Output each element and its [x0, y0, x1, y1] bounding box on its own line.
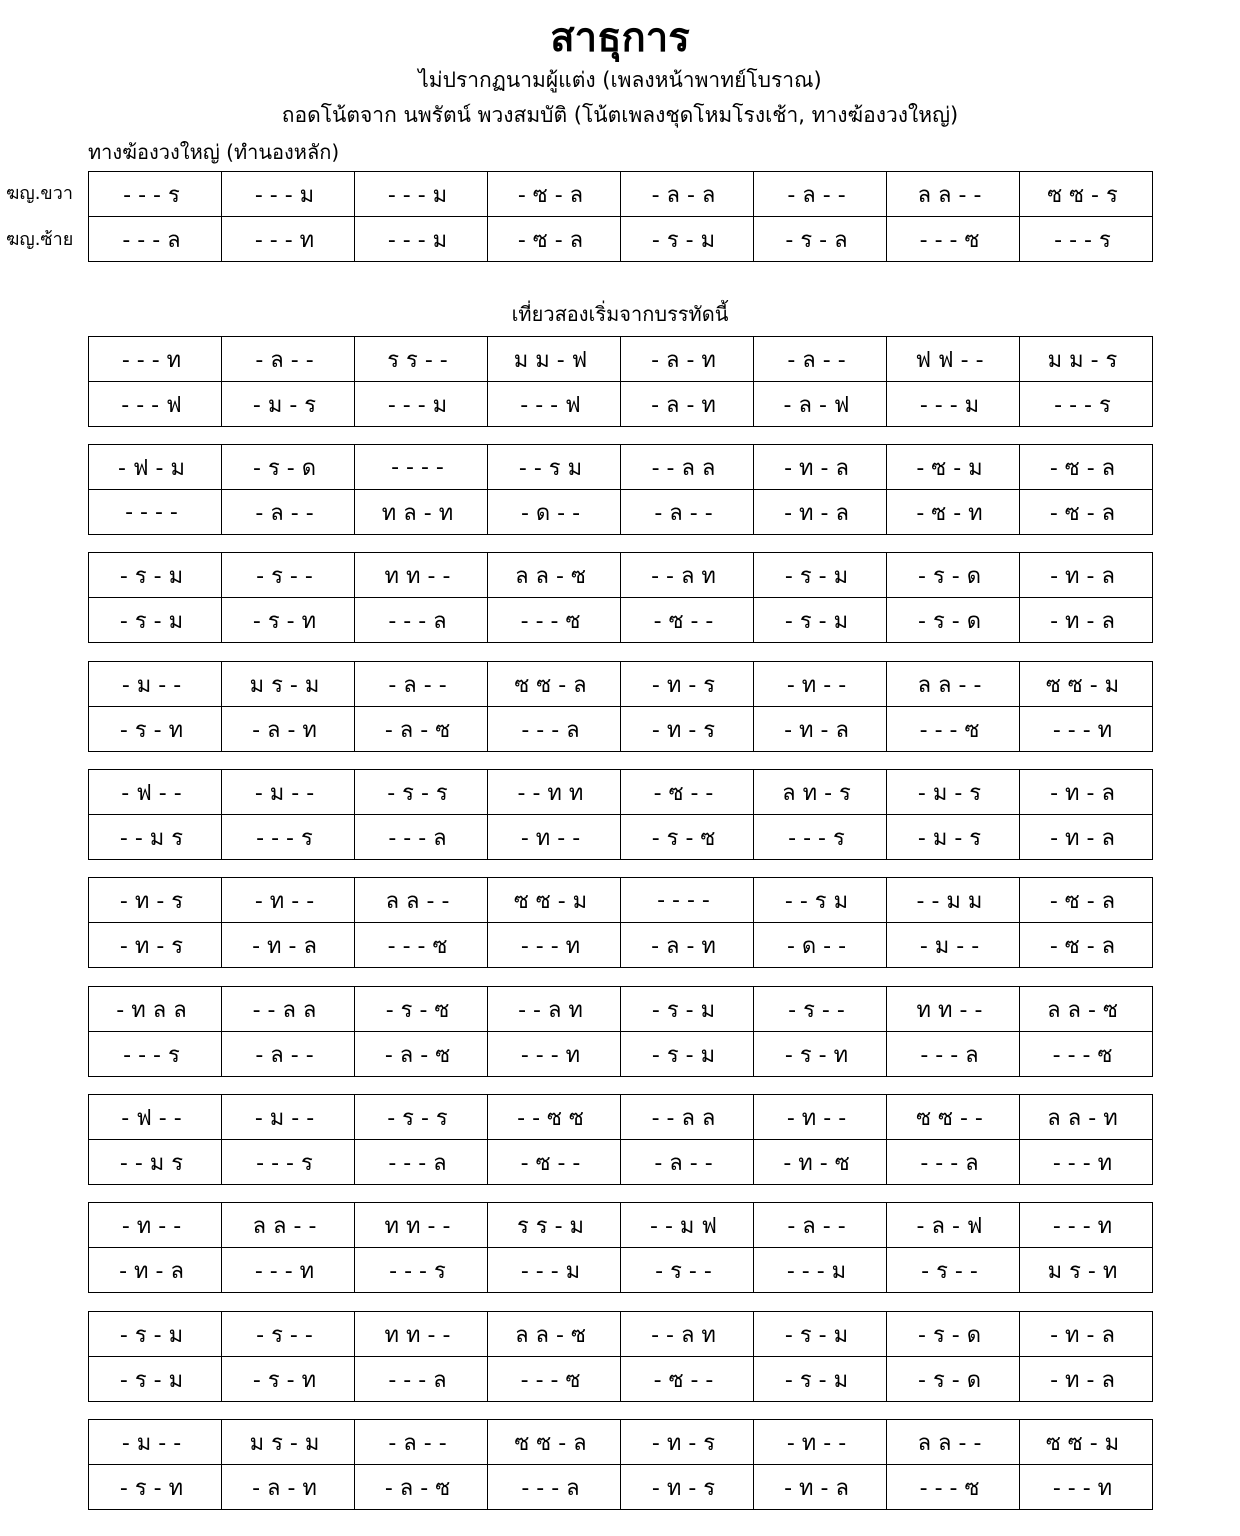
measure-cell: ซซ-ล [488, 1420, 621, 1465]
measure-cell: ---- [621, 878, 754, 923]
notation-block [88, 444, 1153, 535]
measure-cell: -ทลล [89, 987, 222, 1032]
measure-cell: -ล-ท [621, 337, 754, 382]
measure-cell: -ร-ม [754, 598, 887, 643]
measure-cell: -ซ-ล [1020, 878, 1153, 923]
measure-cell: ---ซ [355, 923, 488, 968]
notation-row-right-hand [89, 662, 1153, 707]
measure-cell: -ท-- [754, 1095, 887, 1140]
measure-cell: -ม-ร [222, 382, 355, 427]
measure-cell: -ซ-ล [488, 217, 621, 262]
measure-cell: ---ล [355, 1357, 488, 1402]
measure-cell: -ล-- [621, 1140, 754, 1185]
measure-cell: --ลท [621, 553, 754, 598]
measure-cell: -ท-ร [621, 662, 754, 707]
notation-row-left-hand [89, 1248, 1153, 1293]
measure-cell: ---ซ [887, 707, 1020, 752]
measure-cell: ---ม [222, 172, 355, 217]
measure-cell: -ร-ซ [621, 815, 754, 860]
measure-cell: มม-ร [1020, 337, 1153, 382]
measure-cell: ---ร [89, 1032, 222, 1077]
notation-block [88, 336, 1153, 427]
measure-cell: -ฟ-ม [89, 445, 222, 490]
measure-cell: --รม [754, 878, 887, 923]
measure-cell: -ซ-ล [1020, 923, 1153, 968]
measure-cell: --ซซ [488, 1095, 621, 1140]
measure-cell: -ท-ล [222, 923, 355, 968]
measure-cell: มร-ม [222, 662, 355, 707]
measure-cell: มร-ท [1020, 1248, 1153, 1293]
measure-cell: --ลท [621, 1312, 754, 1357]
measure-cell: -ร-ม [621, 1032, 754, 1077]
notation-row-right-hand [89, 337, 1153, 382]
measure-cell: -ล-- [222, 337, 355, 382]
measure-cell: -ม-ร [887, 770, 1020, 815]
measure-cell: -ร-ท [89, 707, 222, 752]
measure-cell: ---ท [488, 923, 621, 968]
transcription-credit: ถอดโน้ตจาก นพรัตน์ พวงสมบัติ (โน้ตเพลงชุดโหมโรงเช้า, ทางฆ้องวงใหญ่) [281, 103, 959, 127]
notation-row-right-hand [89, 172, 1153, 217]
notation-row-left-hand [89, 815, 1153, 860]
measure-cell: -ร-- [621, 1248, 754, 1293]
measure-cell: -ท-- [754, 1420, 887, 1465]
notation-row-left-hand [89, 1140, 1153, 1185]
measure-cell: -ท-- [89, 1203, 222, 1248]
measure-cell: --มร [89, 815, 222, 860]
measure-cell: -ล-- [355, 662, 488, 707]
measure-cell: -ล-ฟ [887, 1203, 1020, 1248]
measure-cell: -ท-ล [1020, 1312, 1153, 1357]
measure-cell: ลล-- [887, 172, 1020, 217]
measure-cell: -ท-ล [1020, 553, 1153, 598]
section-label: ทางฆ้องวงใหญ่ (ทำนองหลัก) [88, 140, 340, 164]
measure-cell: ลล-- [887, 1420, 1020, 1465]
measure-cell: --ลล [621, 445, 754, 490]
notation-block [88, 877, 1153, 968]
measure-cell: -ล-- [222, 490, 355, 535]
measure-cell: ---- [355, 445, 488, 490]
measure-cell: ลท-ร [754, 770, 887, 815]
measure-cell: ---ล [488, 1465, 621, 1510]
measure-cell: รร-ม [488, 1203, 621, 1248]
measure-cell: -ร-- [887, 1248, 1020, 1293]
measure-cell: ---ม [355, 217, 488, 262]
measure-cell: -ซ-- [621, 1357, 754, 1402]
measure-cell: -ล-ฟ [754, 382, 887, 427]
notation-block [88, 661, 1153, 752]
measure-cell: ---ฟ [89, 382, 222, 427]
measure-cell: --ลล [621, 1095, 754, 1140]
measure-cell: ---ท [1020, 707, 1153, 752]
measure-cell: ซซ-ล [488, 662, 621, 707]
measure-cell: ---ล [355, 1140, 488, 1185]
measure-cell: ซซ-ม [1020, 1420, 1153, 1465]
measure-cell: -ล-ซ [355, 1465, 488, 1510]
measure-cell: ลล-ซ [488, 553, 621, 598]
notation-row-left-hand [89, 1357, 1153, 1402]
measure-cell: ---ร [1020, 382, 1153, 427]
measure-cell: -ท-ล [1020, 815, 1153, 860]
measure-cell: ---ซ [488, 1357, 621, 1402]
measure-cell: ลล-- [222, 1203, 355, 1248]
measure-cell: -ร-ซ [355, 987, 488, 1032]
measure-cell: -ท-ซ [754, 1140, 887, 1185]
notation-block [88, 1311, 1153, 1402]
measure-cell: -ร-ท [754, 1032, 887, 1077]
measure-cell: ซซ-ม [488, 878, 621, 923]
notation-row-left-hand [89, 217, 1153, 262]
measure-cell: -ท-ร [89, 923, 222, 968]
measure-cell: ---ท [222, 1248, 355, 1293]
measure-cell: ---ฟ [488, 382, 621, 427]
measure-cell: ---ล [887, 1140, 1020, 1185]
measure-cell: -ร-ท [222, 1357, 355, 1402]
notation-row-right-hand [89, 445, 1153, 490]
measure-cell: -ท-ล [754, 1465, 887, 1510]
measure-cell: ---ซ [1020, 1032, 1153, 1077]
notation-row-right-hand [89, 1095, 1153, 1140]
measure-cell: -ท-ล [754, 490, 887, 535]
measure-cell: มร-ม [222, 1420, 355, 1465]
measure-cell: -ร-ม [754, 1357, 887, 1402]
measure-cell: -ร-ด [887, 1312, 1020, 1357]
page-subtitle: ไม่ปรากฏนามผู้แต่ง (เพลงหน้าพาทย์โบราณ) [418, 68, 822, 92]
repeat-note: เที่ยวสองเริ่มจากบรรทัดนี้ [511, 302, 729, 326]
measure-cell: ---ร [754, 815, 887, 860]
measure-cell: -ท-ร [621, 1420, 754, 1465]
measure-cell: -ม-- [222, 1095, 355, 1140]
measure-cell: -ล-ซ [355, 707, 488, 752]
measure-cell: -ซ-ล [1020, 445, 1153, 490]
measure-cell: -ซ-- [621, 598, 754, 643]
notation-row-right-hand [89, 987, 1153, 1032]
measure-cell: ---ล [488, 707, 621, 752]
measure-cell: ทท-- [355, 553, 488, 598]
measure-cell: ---ร [89, 172, 222, 217]
measure-cell: -ฟ-- [89, 770, 222, 815]
notation-row-left-hand [89, 490, 1153, 535]
measure-cell: --มร [89, 1140, 222, 1185]
measure-cell: -ล-- [754, 1203, 887, 1248]
measure-cell: -ร-ม [89, 1312, 222, 1357]
measure-cell: -ท-- [754, 662, 887, 707]
measure-cell: ---ล [887, 1032, 1020, 1077]
measure-cell: ---ซ [488, 598, 621, 643]
measure-cell: -ด-- [488, 490, 621, 535]
measure-cell: -ร-- [222, 553, 355, 598]
measure-cell: -ร-- [222, 1312, 355, 1357]
notation-row-left-hand [89, 1032, 1153, 1077]
measure-cell: -ล-ล [621, 172, 754, 217]
measure-cell: -ร-ม [89, 553, 222, 598]
measure-cell: ---ท [1020, 1465, 1153, 1510]
notation-block [88, 171, 1153, 262]
measure-cell: ลล-- [887, 662, 1020, 707]
measure-cell: -ซ-ท [887, 490, 1020, 535]
measure-cell: -ซ-- [621, 770, 754, 815]
measure-cell: -ล-ท [222, 1465, 355, 1510]
notation-row-right-hand [89, 1312, 1153, 1357]
measure-cell: -ร-ม [754, 553, 887, 598]
measure-cell: -ร-ท [222, 598, 355, 643]
measure-cell: -ท-ร [89, 878, 222, 923]
measure-cell: -ร-ด [887, 553, 1020, 598]
measure-cell: -ท-ล [754, 445, 887, 490]
measure-cell: -ร-ม [89, 1357, 222, 1402]
measure-cell: -ล-ท [222, 707, 355, 752]
measure-cell: -ท-ล [754, 707, 887, 752]
measure-cell: ---ม [488, 1248, 621, 1293]
notation-row-left-hand [89, 1465, 1153, 1510]
measure-cell: -ม-- [89, 1420, 222, 1465]
measure-cell: ลล-ซ [1020, 987, 1153, 1032]
measure-cell: -ร-ม [621, 217, 754, 262]
measure-cell: -ร-ท [89, 1465, 222, 1510]
measure-cell: ลล-ท [1020, 1095, 1153, 1140]
measure-cell: ซซ-- [887, 1095, 1020, 1140]
measure-cell: ---ล [355, 815, 488, 860]
notation-row-right-hand [89, 1420, 1153, 1465]
notation-row-right-hand [89, 553, 1153, 598]
measure-cell: ---ม [355, 172, 488, 217]
measure-cell: --มม [887, 878, 1020, 923]
measure-cell: ---ร [222, 1140, 355, 1185]
measure-cell: -ร-ด [887, 598, 1020, 643]
measure-cell: -ท-ล [1020, 1357, 1153, 1402]
measure-cell: --รม [488, 445, 621, 490]
notation-row-left-hand [89, 598, 1153, 643]
measure-cell: -ร-ม [621, 987, 754, 1032]
notation-row-left-hand [89, 923, 1153, 968]
page-title: สาธุการ [550, 15, 690, 61]
measure-cell: ซซ-ร [1020, 172, 1153, 217]
notation-row-right-hand [89, 1203, 1153, 1248]
measure-cell: ---ซ [887, 217, 1020, 262]
notation-row-left-hand [89, 707, 1153, 752]
measure-cell: ---ซ [887, 1465, 1020, 1510]
measure-cell: -ซ-ม [887, 445, 1020, 490]
measure-cell: รร-- [355, 337, 488, 382]
measure-cell: --ลล [222, 987, 355, 1032]
measure-cell: -ท-- [488, 815, 621, 860]
measure-cell: -ร-ล [754, 217, 887, 262]
measure-cell: -ล-ซ [355, 1032, 488, 1077]
measure-cell: ซซ-ม [1020, 662, 1153, 707]
measure-cell: -ล-- [754, 337, 887, 382]
measure-cell: -ท-ร [621, 1465, 754, 1510]
notation-block [88, 552, 1153, 643]
measure-cell: -ม-- [887, 923, 1020, 968]
measure-cell: -ร-ม [89, 598, 222, 643]
measure-cell: -ร-ด [222, 445, 355, 490]
measure-cell: ทท-- [355, 1203, 488, 1248]
measure-cell: --มฟ [621, 1203, 754, 1248]
measure-cell: -ท-ล [1020, 598, 1153, 643]
row-label-left-hand: ฆญ.ซ้าย [6, 229, 74, 250]
notation-block [88, 1202, 1153, 1293]
measure-cell: ลล-- [355, 878, 488, 923]
measure-cell: --ลท [488, 987, 621, 1032]
measure-cell: ---- [89, 490, 222, 535]
measure-cell: ---ม [754, 1248, 887, 1293]
notation-row-left-hand [89, 382, 1153, 427]
measure-cell: -ม-- [222, 770, 355, 815]
measure-cell: มม-ฟ [488, 337, 621, 382]
measure-cell: -ม-ร [887, 815, 1020, 860]
measure-cell: -ล-ท [621, 382, 754, 427]
measure-cell: ทท-- [355, 1312, 488, 1357]
measure-cell: ---ล [89, 217, 222, 262]
measure-cell: ---ท [89, 337, 222, 382]
measure-cell: -ด-- [754, 923, 887, 968]
measure-cell: -ท-ร [621, 707, 754, 752]
notation-block [88, 769, 1153, 860]
measure-cell: -ซ-- [488, 1140, 621, 1185]
measure-cell: -ร-ด [887, 1357, 1020, 1402]
measure-cell: ---ร [355, 1248, 488, 1293]
measure-cell: -ร-ม [754, 1312, 887, 1357]
measure-cell: -ซ-ล [488, 172, 621, 217]
measure-cell: -ร-ร [355, 1095, 488, 1140]
notation-block [88, 1419, 1153, 1510]
measure-cell: ---ร [1020, 217, 1153, 262]
measure-cell: ---ท [1020, 1203, 1153, 1248]
measure-cell: -ร-ร [355, 770, 488, 815]
notation-row-right-hand [89, 878, 1153, 923]
measure-cell: ---ท [222, 217, 355, 262]
measure-cell: -ร-- [754, 987, 887, 1032]
measure-cell: -ล-- [754, 172, 887, 217]
measure-cell: -ท-ล [89, 1248, 222, 1293]
measure-cell: -ล-ท [621, 923, 754, 968]
row-label-right-hand: ฆญ.ขวา [6, 183, 73, 204]
measure-cell: -ล-- [222, 1032, 355, 1077]
measure-cell: ---ม [355, 382, 488, 427]
measure-cell: ---ร [222, 815, 355, 860]
measure-cell: ---ท [488, 1032, 621, 1077]
notation-block [88, 986, 1153, 1077]
measure-cell: -ซ-ล [1020, 490, 1153, 535]
notation-block [88, 1094, 1153, 1185]
measure-cell: ฟฟ-- [887, 337, 1020, 382]
measure-cell: ลล-ซ [488, 1312, 621, 1357]
measure-cell: --ทท [488, 770, 621, 815]
measure-cell: -ล-- [621, 490, 754, 535]
measure-cell: ---ล [355, 598, 488, 643]
measure-cell: ทท-- [887, 987, 1020, 1032]
measure-cell: -ฟ-- [89, 1095, 222, 1140]
measure-cell: ทล-ท [355, 490, 488, 535]
measure-cell: -ท-- [222, 878, 355, 923]
measure-cell: ---ท [1020, 1140, 1153, 1185]
measure-cell: -ท-ล [1020, 770, 1153, 815]
measure-cell: -ม-- [89, 662, 222, 707]
measure-cell: ---ม [887, 382, 1020, 427]
notation-row-right-hand [89, 770, 1153, 815]
measure-cell: -ล-- [355, 1420, 488, 1465]
